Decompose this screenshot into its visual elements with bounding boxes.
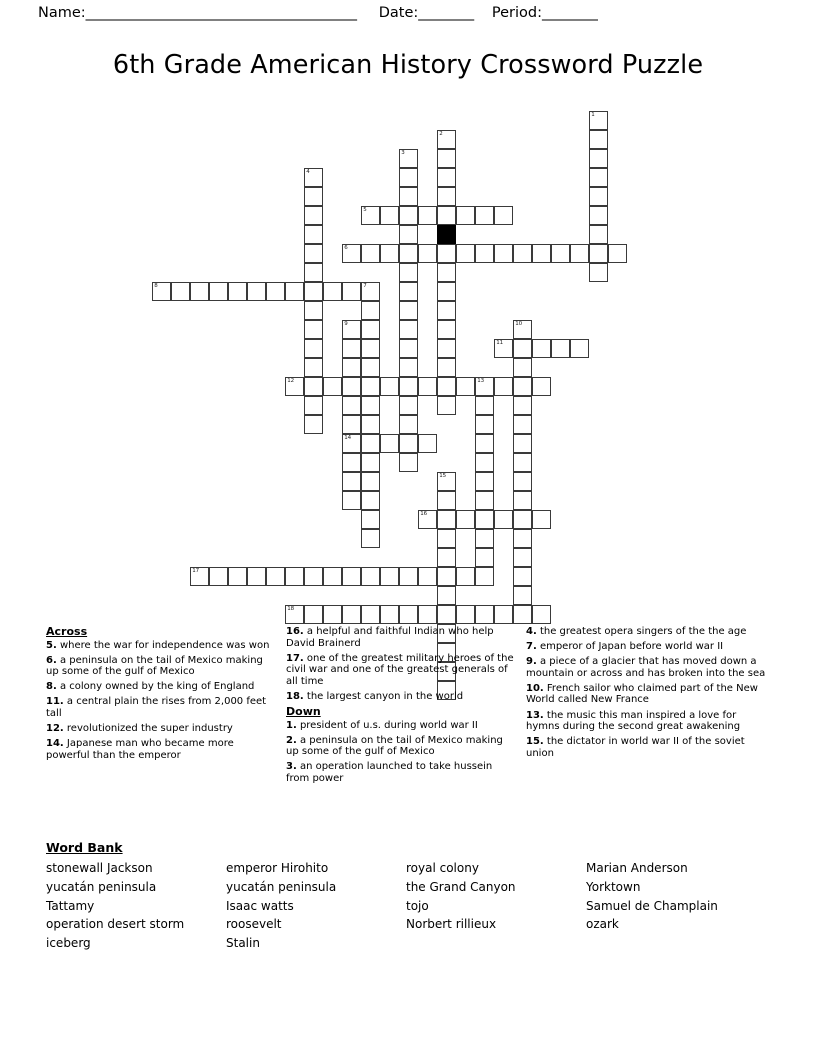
crossword-cell[interactable]: [437, 510, 456, 529]
crossword-cell[interactable]: [513, 548, 532, 567]
crossword-cell[interactable]: [494, 605, 513, 624]
crossword-cell[interactable]: [342, 244, 361, 263]
word-bank-item[interactable]: operation desert storm: [46, 917, 185, 932]
word-bank-item[interactable]: Yorktown: [586, 879, 641, 894]
crossword-cell[interactable]: [437, 548, 456, 567]
cell-number: 10: [515, 321, 523, 328]
crossword-cell[interactable]: [532, 605, 551, 624]
crossword-cell[interactable]: [513, 434, 532, 453]
crossword-cell[interactable]: [513, 472, 532, 491]
word-bank-heading: Word Bank: [46, 840, 123, 855]
crossword-cell[interactable]: [380, 244, 399, 263]
clue-text: emperor of Japan before world war II: [536, 641, 724, 653]
word-bank-item[interactable]: royal colony: [406, 861, 479, 875]
clue-number: 11.: [46, 696, 64, 708]
crossword-cell[interactable]: [361, 567, 380, 586]
crossword-cell[interactable]: [589, 187, 608, 206]
across-heading: Across: [46, 625, 88, 638]
clue-text: a helpful and faithful Indian who help David Brainerd: [286, 626, 494, 649]
crossword-cell[interactable]: [456, 206, 475, 225]
crossword-cell[interactable]: [361, 510, 380, 529]
crossword-cell[interactable]: [342, 377, 361, 396]
crossword-cell[interactable]: [209, 282, 228, 301]
word-bank-item[interactable]: the Grand Canyon: [406, 879, 516, 894]
crossword-cell[interactable]: [551, 339, 570, 358]
clue-text: the largest canyon in the world: [303, 690, 464, 702]
crossword-cell[interactable]: [285, 605, 304, 624]
crossword-cell[interactable]: [513, 377, 532, 396]
crossword-cell[interactable]: [532, 510, 551, 529]
crossword-cell[interactable]: [437, 491, 456, 510]
crossword-cell[interactable]: [513, 453, 532, 472]
clue-text: a central plain the rises from 2,000 feet tall: [46, 696, 267, 720]
crossword-cell[interactable]: [513, 510, 532, 529]
crossword-cell[interactable]: [266, 282, 285, 301]
word-bank-spacer: [586, 934, 776, 953]
crossword-cell[interactable]: [437, 586, 456, 605]
crossword-cell[interactable]: [380, 377, 399, 396]
crossword-cell[interactable]: [304, 339, 323, 358]
crossword-cell[interactable]: [608, 244, 627, 263]
word-bank-spacer: [406, 934, 586, 953]
crossword-cell[interactable]: [304, 206, 323, 225]
clue-item: [286, 626, 516, 649]
clue-number: 2.: [286, 734, 297, 746]
crossword-cell[interactable]: [589, 111, 608, 130]
crossword-cell[interactable]: [190, 567, 209, 586]
word-bank-item[interactable]: Tattamy: [46, 898, 95, 913]
word-bank-item[interactable]: Isaac watts: [226, 898, 294, 913]
clue-number: 8.: [46, 681, 57, 693]
clue-number: 6.: [46, 654, 57, 666]
word-bank-item[interactable]: Marian Anderson: [586, 861, 688, 875]
cell-number: 16: [420, 511, 428, 518]
crossword-cell[interactable]: [304, 605, 323, 624]
crossword-cell[interactable]: [589, 168, 608, 187]
crossword-cell[interactable]: [456, 567, 475, 586]
crossword-cell[interactable]: [532, 339, 551, 358]
word-bank-item[interactable]: tojo: [406, 898, 429, 913]
crossword-cell[interactable]: [570, 339, 589, 358]
cell-number: 18: [287, 606, 295, 613]
crossword-cell[interactable]: [361, 472, 380, 491]
crossword-cell[interactable]: [152, 282, 171, 301]
crossword-cell[interactable]: [304, 187, 323, 206]
crossword-cell[interactable]: [342, 434, 361, 453]
crossword-cell[interactable]: [456, 244, 475, 263]
crossword-cell[interactable]: [209, 567, 228, 586]
crossword-cell[interactable]: [266, 567, 285, 586]
crossword-cell[interactable]: [456, 605, 475, 624]
crossword-cell[interactable]: [304, 415, 323, 434]
crossword-cell[interactable]: [589, 149, 608, 168]
crossword-cell[interactable]: [342, 320, 361, 339]
clue-number: 4.: [526, 626, 537, 637]
crossword-cell[interactable]: [475, 548, 494, 567]
clue-text: the dictator in world war II of the soviet union: [526, 736, 745, 759]
clue-item: [526, 736, 766, 759]
clue-item: [526, 656, 766, 679]
crossword-cell[interactable]: [361, 377, 380, 396]
clue-number: 18.: [286, 690, 304, 702]
clue-item: [286, 720, 516, 732]
crossword-cell[interactable]: [304, 168, 323, 187]
crossword-cell[interactable]: [513, 491, 532, 510]
crossword-cell[interactable]: [361, 434, 380, 453]
word-bank-item[interactable]: iceberg: [46, 936, 91, 951]
crossword-cell[interactable]: [380, 206, 399, 225]
clue-item: [526, 683, 766, 706]
crossword-cell[interactable]: [361, 301, 380, 320]
crossword-cell[interactable]: [437, 149, 456, 168]
crossword-cell[interactable]: [437, 282, 456, 301]
date-label: Date:: [378, 5, 419, 21]
period-label: Period:: [491, 5, 542, 21]
crossword-cell[interactable]: [475, 206, 494, 225]
crossword-cell[interactable]: [342, 358, 361, 377]
crossword-cell[interactable]: [304, 282, 323, 301]
clue-item: [286, 735, 516, 758]
word-bank-item[interactable]: stonewall Jackson: [46, 861, 153, 875]
crossword-cell[interactable]: [361, 491, 380, 510]
crossword-cell[interactable]: [323, 567, 342, 586]
crossword-cell[interactable]: [399, 282, 418, 301]
crossword-cell[interactable]: [513, 244, 532, 263]
crossword-cell[interactable]: [361, 339, 380, 358]
cell-number: 3: [401, 150, 405, 157]
crossword-cell[interactable]: [380, 605, 399, 624]
crossword-cell[interactable]: [342, 567, 361, 586]
name-blank-line[interactable]: _______________________________________: [85, 5, 357, 21]
clue-number: 12.: [46, 723, 64, 735]
clue-number: 13.: [526, 709, 544, 721]
clue-number: 9.: [526, 656, 537, 668]
crossword-cell[interactable]: [399, 301, 418, 320]
crossword-cell[interactable]: [418, 434, 437, 453]
crossword-cell[interactable]: [399, 396, 418, 415]
clue-text: a colony owned by the king of England: [56, 681, 255, 693]
crossword-cell[interactable]: [342, 491, 361, 510]
crossword-cell[interactable]: [513, 567, 532, 586]
crossword-cell[interactable]: [399, 149, 418, 168]
crossword-cell[interactable]: [361, 244, 380, 263]
crossword-cell[interactable]: [399, 168, 418, 187]
crossword-cell[interactable]: [361, 206, 380, 225]
crossword-cell[interactable]: [399, 453, 418, 472]
crossword-cell[interactable]: [513, 339, 532, 358]
crossword-cell[interactable]: [285, 567, 304, 586]
crossword-cell[interactable]: [551, 244, 570, 263]
cell-number: 2: [439, 131, 443, 138]
crossword-cell[interactable]: [475, 567, 494, 586]
crossword-cell[interactable]: [475, 244, 494, 263]
crossword-cell[interactable]: [342, 472, 361, 491]
crossword-cell[interactable]: [361, 415, 380, 434]
clue-text: president of u.s. during world war II: [296, 719, 478, 731]
crossword-cell[interactable]: [494, 339, 513, 358]
crossword-cell[interactable]: [437, 130, 456, 149]
crossword-cell[interactable]: [399, 567, 418, 586]
clue-number: 14.: [46, 738, 64, 750]
crossword-cell[interactable]: [342, 396, 361, 415]
word-bank-item[interactable]: Stalin: [226, 936, 260, 951]
crossword-cell[interactable]: [513, 415, 532, 434]
crossword-cell[interactable]: [304, 263, 323, 282]
crossword-cell[interactable]: [304, 377, 323, 396]
cell-number: 6: [344, 245, 348, 252]
crossword-cell[interactable]: [437, 472, 456, 491]
date-blank-line[interactable]: ________: [418, 5, 474, 21]
cell-number: 7: [363, 283, 367, 290]
crossword-cell[interactable]: [399, 225, 418, 244]
crossword-cell[interactable]: [304, 567, 323, 586]
clue-item: [46, 738, 276, 761]
clue-text: French sailor who claimed part of the New World called New France: [526, 682, 758, 706]
crossword-cell[interactable]: [171, 282, 190, 301]
crossword-cell[interactable]: [437, 339, 456, 358]
crossword-cell[interactable]: [437, 567, 456, 586]
crossword-cell[interactable]: [228, 282, 247, 301]
crossword-cell[interactable]: [494, 510, 513, 529]
crossword-cell[interactable]: [323, 282, 342, 301]
crossword-cell: [437, 225, 456, 244]
crossword-cell[interactable]: [399, 187, 418, 206]
crossword-cell[interactable]: [418, 377, 437, 396]
clues-section: [46, 626, 776, 831]
crossword-cell[interactable]: [399, 339, 418, 358]
crossword-cell[interactable]: [589, 263, 608, 282]
crossword-cell[interactable]: [228, 567, 247, 586]
clue-item: [46, 640, 276, 652]
crossword-cell[interactable]: [437, 206, 456, 225]
clue-item: [526, 626, 766, 638]
crossword-cell[interactable]: [399, 263, 418, 282]
crossword-cell[interactable]: [437, 168, 456, 187]
page-title: 6th Grade American History Crossword Puzzle: [112, 50, 704, 80]
crossword-cell[interactable]: [304, 396, 323, 415]
crossword-cell[interactable]: [342, 453, 361, 472]
clue-number: 17.: [286, 652, 304, 664]
crossword-cell[interactable]: [513, 358, 532, 377]
crossword-cell[interactable]: [399, 434, 418, 453]
crossword-cell[interactable]: [342, 605, 361, 624]
clue-text: the greatest opera singers of the the age: [536, 626, 747, 637]
crossword-cell[interactable]: [437, 529, 456, 548]
clue-item: [526, 641, 766, 653]
clues-column-2: [286, 626, 526, 831]
clue-text: revolutionized the super industry: [63, 723, 233, 735]
clue-item: [286, 761, 516, 784]
clue-text: one of the greatest military heroes of the civil war and one of the greatest generals of all time: [286, 652, 514, 687]
cell-number: 12: [287, 378, 295, 385]
crossword-cell[interactable]: [399, 206, 418, 225]
crossword-cell[interactable]: [247, 567, 266, 586]
clue-text: a peninsula on the tail of Mexico making up some of the gulf of Mexico: [46, 654, 263, 678]
crossword-cell[interactable]: [475, 529, 494, 548]
crossword-cell[interactable]: [437, 358, 456, 377]
word-bank-item[interactable]: yucatán peninsula: [226, 879, 337, 894]
clue-item: [46, 681, 276, 693]
crossword-cell[interactable]: [589, 206, 608, 225]
clue-item: [46, 696, 276, 719]
crossword-cell[interactable]: [247, 282, 266, 301]
crossword-cell[interactable]: [532, 377, 551, 396]
cell-number: 1: [591, 112, 595, 119]
crossword-cell[interactable]: [437, 244, 456, 263]
crossword-cell[interactable]: [513, 586, 532, 605]
crossword-cell[interactable]: [456, 377, 475, 396]
crossword-cell[interactable]: [437, 301, 456, 320]
word-bank-item[interactable]: yucatán peninsula: [46, 879, 157, 894]
crossword-cell[interactable]: [475, 415, 494, 434]
word-bank-item[interactable]: emperor Hirohito: [226, 861, 329, 875]
crossword-cell[interactable]: [494, 244, 513, 263]
word-bank-list: [46, 859, 776, 953]
crossword-cell[interactable]: [399, 415, 418, 434]
clue-number: 5.: [46, 639, 57, 651]
crossword-cell[interactable]: [475, 453, 494, 472]
word-bank-item[interactable]: Samuel de Champlain: [586, 898, 718, 913]
cell-number: 15: [439, 473, 447, 480]
crossword-cell[interactable]: [475, 377, 494, 396]
clues-column-3: [526, 626, 776, 831]
crossword-cell[interactable]: [418, 605, 437, 624]
crossword-cell[interactable]: [361, 320, 380, 339]
crossword-cell[interactable]: [475, 491, 494, 510]
word-bank-item[interactable]: ozark: [586, 917, 619, 932]
crossword-cell[interactable]: [513, 605, 532, 624]
crossword-cell[interactable]: [361, 605, 380, 624]
word-bank-item[interactable]: roosevelt: [226, 917, 282, 932]
clue-item: [286, 653, 516, 688]
clue-text: where the war for independence was won: [56, 639, 270, 651]
crossword-cell[interactable]: [437, 263, 456, 282]
crossword-cell[interactable]: [304, 320, 323, 339]
crossword-cell[interactable]: [399, 605, 418, 624]
word-bank-section: [46, 840, 776, 953]
crossword-cell[interactable]: [380, 434, 399, 453]
crossword-cell[interactable]: [513, 529, 532, 548]
crossword-cell[interactable]: [361, 358, 380, 377]
crossword-cell[interactable]: [437, 377, 456, 396]
clue-item: [286, 691, 516, 703]
cell-number: 5: [363, 207, 367, 214]
period-blank-line[interactable]: ________: [542, 5, 598, 21]
clue-text: the music this man inspired a love for hymns during the second great awakening: [526, 709, 741, 733]
clue-number: 7.: [526, 641, 537, 653]
crossword-cell[interactable]: [285, 377, 304, 396]
crossword-cell[interactable]: [399, 320, 418, 339]
cell-number: 8: [154, 283, 158, 290]
clue-number: 1.: [286, 719, 297, 731]
crossword-cell[interactable]: [399, 377, 418, 396]
crossword-cell[interactable]: [475, 396, 494, 415]
crossword-cell[interactable]: [437, 187, 456, 206]
crossword-cell[interactable]: [304, 225, 323, 244]
crossword-cell[interactable]: [418, 510, 437, 529]
crossword-cell[interactable]: [418, 567, 437, 586]
cell-number: 14: [344, 435, 352, 442]
clue-number: 16.: [286, 626, 304, 637]
clues-column-1: [46, 626, 286, 831]
cell-number: 4: [306, 169, 310, 176]
down-heading: Down: [286, 705, 321, 719]
crossword-cell[interactable]: [494, 377, 513, 396]
cell-number: 13: [477, 378, 485, 385]
crossword-cell[interactable]: [475, 605, 494, 624]
cell-number: 9: [344, 321, 348, 328]
clue-item: [46, 655, 276, 678]
crossword-cell[interactable]: [342, 415, 361, 434]
crossword-cell[interactable]: [361, 396, 380, 415]
crossword-cell[interactable]: [513, 396, 532, 415]
crossword-cell[interactable]: [285, 282, 304, 301]
crossword-cell[interactable]: [589, 225, 608, 244]
crossword-cell[interactable]: [323, 377, 342, 396]
name-label: Name:: [38, 5, 86, 21]
clue-number: 15.: [526, 736, 544, 748]
clue-text: Japanese man who became more powerful than the emperor: [46, 738, 234, 761]
crossword-cell[interactable]: [342, 282, 361, 301]
crossword-cell[interactable]: [361, 453, 380, 472]
crossword-cell[interactable]: [361, 529, 380, 548]
crossword-cell[interactable]: [304, 301, 323, 320]
clue-item: [526, 710, 766, 733]
crossword-cell[interactable]: [589, 130, 608, 149]
clue-number: 10.: [526, 682, 544, 694]
clue-number: 3.: [286, 761, 297, 773]
crossword-cell[interactable]: [190, 282, 209, 301]
crossword-cell[interactable]: [475, 510, 494, 529]
crossword-cell[interactable]: [456, 510, 475, 529]
clue-text: a peninsula on the tail of Mexico making up some of the gulf of Mexico: [286, 734, 503, 758]
crossword-cell[interactable]: [304, 358, 323, 377]
clue-text: an operation launched to take hussein from power: [286, 761, 493, 785]
clue-item: [46, 723, 276, 735]
crossword-cell[interactable]: [342, 339, 361, 358]
crossword-cell[interactable]: [437, 605, 456, 624]
crossword-cell[interactable]: [513, 320, 532, 339]
word-bank-item[interactable]: Norbert rillieux: [406, 917, 497, 932]
crossword-cell[interactable]: [304, 244, 323, 263]
crossword-cell[interactable]: [399, 244, 418, 263]
crossword-cell[interactable]: [589, 244, 608, 263]
crossword-cell[interactable]: [475, 434, 494, 453]
crossword-cell[interactable]: [418, 244, 437, 263]
crossword-cell[interactable]: [380, 567, 399, 586]
cell-number: 17: [192, 568, 200, 575]
crossword-cell[interactable]: [361, 282, 380, 301]
crossword-cell[interactable]: [437, 320, 456, 339]
crossword-cell[interactable]: [475, 472, 494, 491]
crossword-cell[interactable]: [323, 605, 342, 624]
crossword-cell[interactable]: [532, 244, 551, 263]
crossword-cell[interactable]: [418, 206, 437, 225]
cell-number: 11: [496, 340, 504, 347]
crossword-cell[interactable]: [437, 396, 456, 415]
clue-text: a piece of a glacier that has moved down a mountain or across and has broken into the sea: [526, 656, 766, 679]
crossword-cell[interactable]: [494, 206, 513, 225]
crossword-cell[interactable]: [399, 358, 418, 377]
crossword-cell[interactable]: [570, 244, 589, 263]
